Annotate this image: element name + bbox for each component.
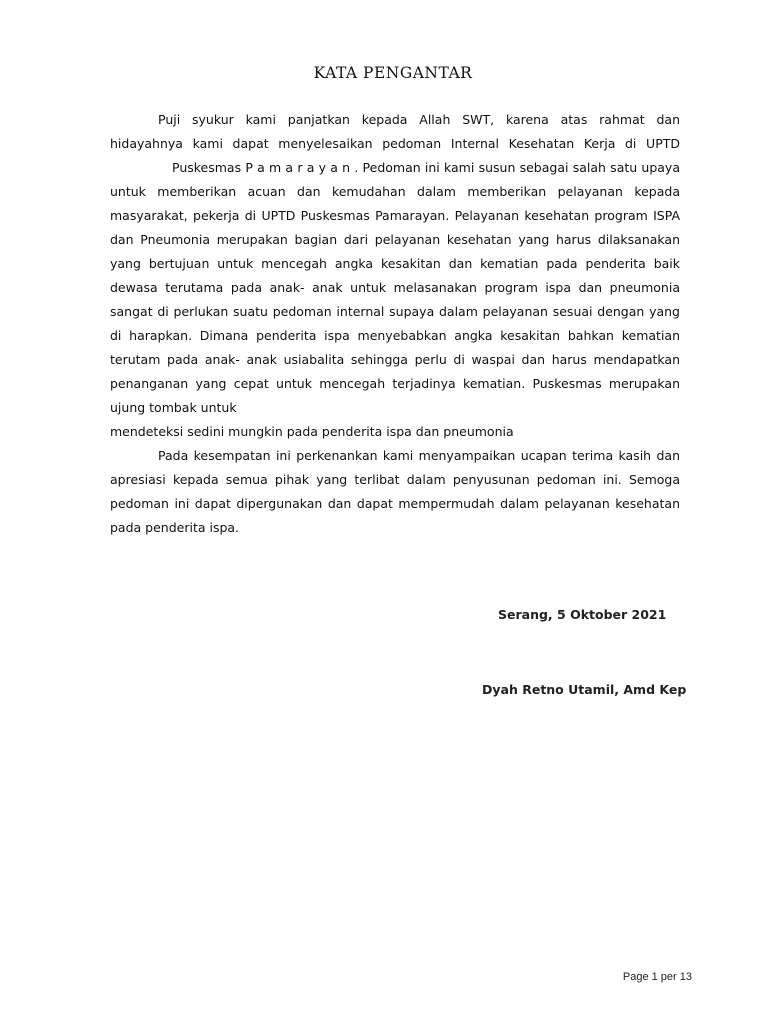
text-line: pada penderita ispa. xyxy=(110,520,240,535)
text-line: yang bertujuan untuk mencegah angka kesakitan dan kematian pada penderita baik xyxy=(110,256,680,271)
text-line: Puji syukur kami panjatkan kepada Allah SWT, karena atas rahmat dan xyxy=(158,112,680,127)
text-line: di harapkan. Dimana penderita ispa menyebabkan angka kesakitan bahkan kematian xyxy=(110,328,680,343)
text-line: terutam pada anak- anak usiabalita sehingga perlu di waspai dan harus mendapatkan xyxy=(110,352,680,367)
text-line: Pada kesempatan ini perkenankan kami menyampaikan ucapan terima kasih dan xyxy=(158,448,680,463)
text-line: apresiasi kepada semua pihak yang terlibat dalam penyusunan pedoman ini. Semoga xyxy=(110,472,680,487)
text-line: dan Pneumonia merupakan bagian dari pelayanan kesehatan yang harus dilaksanakan xyxy=(110,232,680,247)
text-line: hidayahnya kami dapat menyelesaikan pedoman Internal Kesehatan Kerja di UPTD xyxy=(110,136,680,151)
place-date: Serang, 5 Oktober 2021 xyxy=(498,607,667,622)
signatory-name: Dyah Retno Utamil, Amd Kep xyxy=(482,682,687,697)
page-title: KATA PENGANTAR xyxy=(313,64,473,82)
text-line: ujung tombak untuk xyxy=(110,400,237,415)
text-line: penanganan yang cepat untuk mencegah terjadinya kematian. Puskesmas merupakan xyxy=(110,376,680,391)
text-line: masyarakat, pekerja di UPTD Puskesmas Pamarayan. Pelayanan kesehatan program ISPA xyxy=(110,208,680,223)
text-line: untuk memberikan acuan dan kemudahan dalam memberikan pelayanan kepada xyxy=(110,184,680,199)
text-line: Puskesmas P a m a r a y a n . Pedoman ini kami susun sebagai salah satu upaya xyxy=(172,160,680,175)
text-line: mendeteksi sedini mungkin pada penderita ispa dan pneumonia xyxy=(110,424,514,439)
page-number: Page 1 per 13 xyxy=(622,971,692,983)
text-line: dewasa terutama pada anak- anak untuk melasanakan program ispa dan pneumonia xyxy=(110,280,680,295)
text-line: pedoman ini dapat dipergunakan dan dapat mempermudah dalam pelayanan kesehatan xyxy=(110,496,680,511)
text-line: sangat di perlukan suatu pedoman internal supaya dalam pelayanan sesuai dengan yang xyxy=(110,304,680,319)
